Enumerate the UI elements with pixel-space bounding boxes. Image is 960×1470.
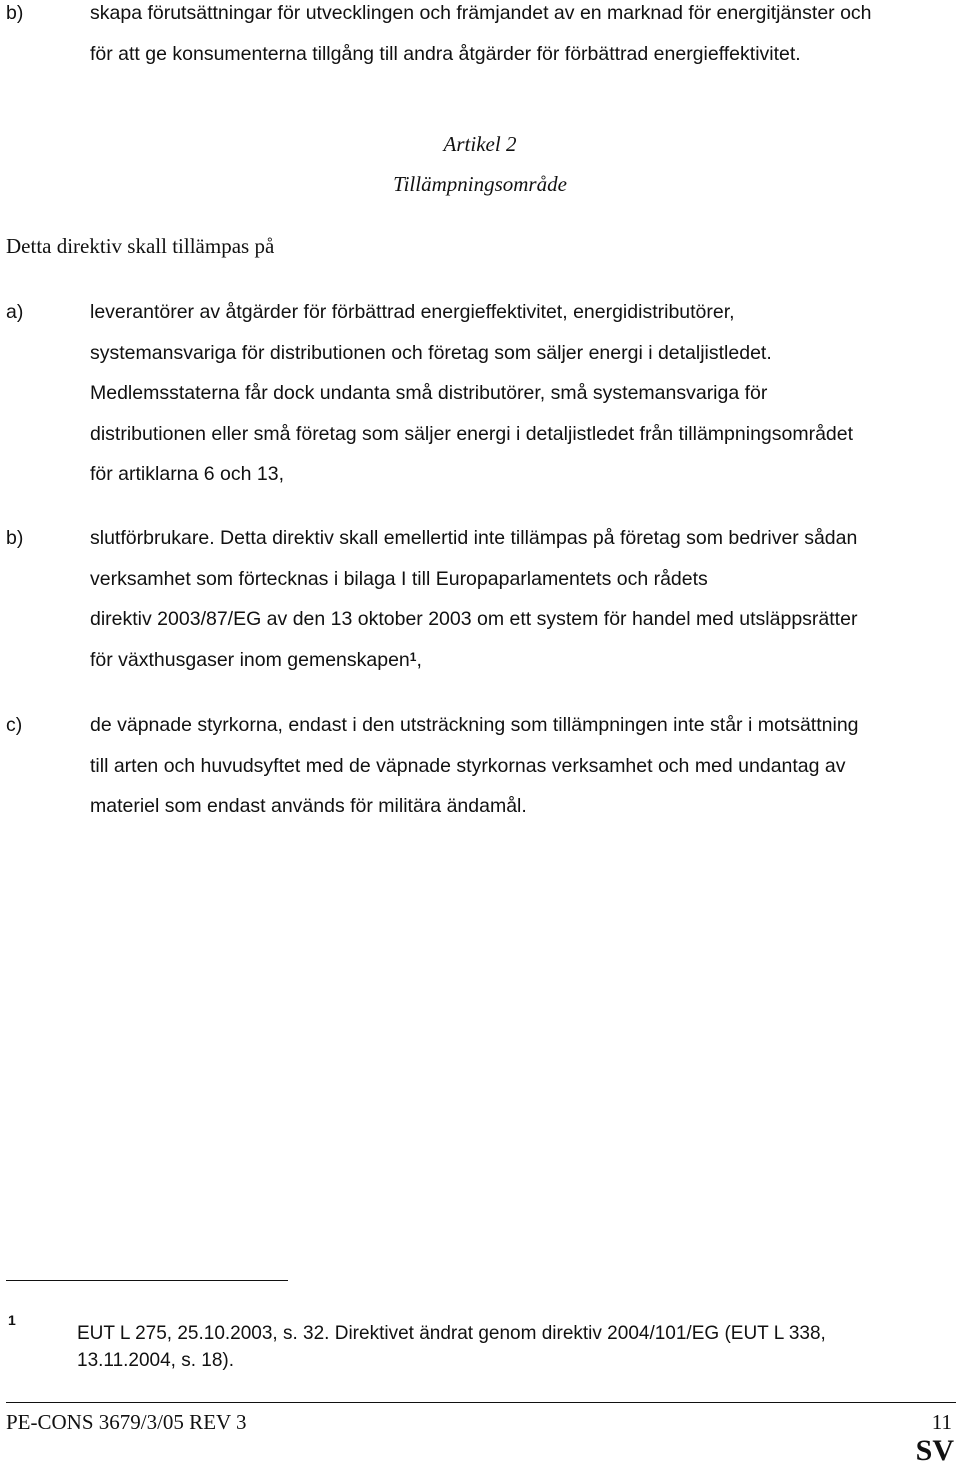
article-number: Artikel 2 xyxy=(443,132,517,156)
footer-rule xyxy=(6,1402,956,1403)
article-heading xyxy=(0,124,960,204)
item-line: systemansvariga för distributionen och företag som säljer energi i detaljistledet. xyxy=(90,341,772,364)
item-text-b xyxy=(90,518,956,680)
item-line: verksamhet som förtecknas i bilaga I till Europaparlamentets och rådets xyxy=(90,567,708,590)
item-line: slutförbrukare. Detta direktiv skall emellertid inte tillämpas på företag som bedriver sådan xyxy=(90,527,858,549)
item-label-c: c) xyxy=(6,714,23,736)
item-line: leverantörer av åtgärder för förbättrad energieffektivitet, energidistributörer, xyxy=(90,301,735,323)
item-line: direktiv 2003/87/EG av den 13 oktober 2003 om ett system för handel med utsläppsrätter xyxy=(90,608,858,630)
item-line: distributionen eller små företag som säljer energi i detaljistledet från tillämpningsområdet xyxy=(90,422,854,445)
item-label-b: b) xyxy=(6,527,24,549)
footnote-reference[interactable]: 1 xyxy=(409,649,417,664)
item-line: Medlemsstaterna får dock undanta små distributörer, små systemansvariga för xyxy=(90,382,768,404)
item-line: för artiklarna 6 och 13, xyxy=(90,463,285,485)
item-text-b-top xyxy=(90,0,956,74)
footnote-text xyxy=(77,1320,957,1374)
footnote-line: 13.11.2004, s. 18). xyxy=(77,1350,235,1371)
item-line: de väpnade styrkorna, endast i den utsträckning som tillämpningen inte står i motsättning xyxy=(90,714,859,736)
footer-page-number: 11 xyxy=(931,1410,952,1434)
item-line: för att ge konsumenterna tillgång till andra åtgärder för förbättrad energieffektivitet. xyxy=(90,42,801,65)
item-label-b-top: b) xyxy=(6,2,24,24)
item-line-text: för växthusgaser inom gemenskapen xyxy=(90,648,410,671)
footer-doc-ref: PE-CONS 3679/3/05 REV 3 xyxy=(6,1410,247,1434)
footnote-marker: 1 xyxy=(8,1312,16,1328)
footnote-separator xyxy=(6,1280,288,1281)
item-text-a xyxy=(90,292,956,495)
item-line: till arten och huvudsyftet med de väpnade styrkornas verksamhet och med undantag av xyxy=(90,754,846,777)
footer-language-code: SV xyxy=(915,1434,954,1467)
item-label-a: a) xyxy=(6,301,24,323)
item-line-last xyxy=(90,640,956,681)
item-line: materiel som endast används för militära ändamål. xyxy=(90,795,527,817)
item-text-c xyxy=(90,705,956,827)
article-title: Tillämpningsområde xyxy=(393,172,567,196)
footnote-line: EUT L 275, 25.10.2003, s. 32. Direktivet ändrat genom direktiv 2004/101/EG (EUT L 338, xyxy=(77,1323,826,1344)
item-line: skapa förutsättningar för utvecklingen och främjandet av en marknad för energitjänster och xyxy=(90,2,872,24)
intro-sentence: Detta direktiv skall tillämpas på xyxy=(6,234,275,258)
item-line-punct: , xyxy=(416,648,422,671)
